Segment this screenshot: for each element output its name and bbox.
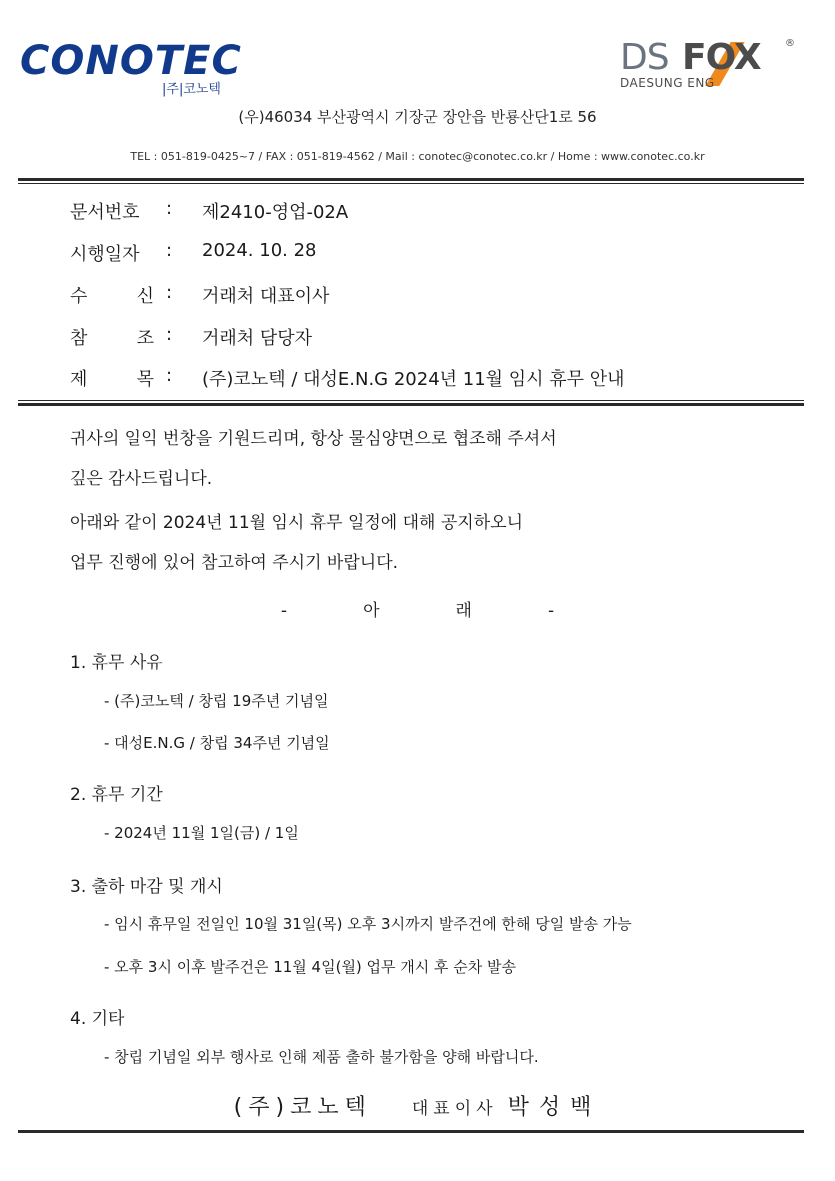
subject-colon: :: [166, 365, 173, 386]
body-line-3: 아래와 같이 2024년 11월 임시 휴무 일정에 대해 공지하오니: [70, 513, 523, 533]
section-title-3: 3. 출하 마감 및 개시: [70, 877, 223, 897]
section-title-1: 1. 휴무 사유: [70, 653, 163, 673]
signature-line: [0, 1090, 835, 1121]
doc-number-value: 제2410-영업-02A: [202, 202, 349, 223]
recipient-value: 거래처 대표이사: [202, 286, 330, 307]
subject-label-a: 제: [70, 369, 88, 390]
below-dash-right: -: [547, 601, 555, 621]
recipient-colon: :: [166, 282, 173, 303]
reference-label-a: 참: [70, 328, 88, 349]
below-dash-left: -: [280, 601, 288, 621]
issue-date-label: 시행일자: [70, 244, 140, 265]
below-heading: [0, 596, 835, 621]
section-1-item-2: - 대성E.N.G / 창립 34주년 기념일: [104, 734, 330, 752]
recipient-label: [70, 282, 154, 308]
signature-name: 박성백: [507, 1095, 602, 1120]
issue-date-value: 2024. 10. 28: [202, 240, 317, 261]
company-address: (우)46034 부산광역시 기장군 장안읍 반룡산단1로 56: [238, 108, 597, 126]
section-1-item-1: - (주)코노텍 / 창립 19주년 기념일: [104, 692, 329, 710]
header-rule-bottom: [18, 403, 804, 406]
section-title-2: 2. 휴무 기간: [70, 785, 163, 805]
section-3-item-1: - 임시 휴무일 전일인 10월 31일(목) 오후 3시까지 발주건에 한해 당일 발송 가능: [104, 915, 632, 933]
below-char-b: 래: [455, 601, 472, 621]
dsfox-logo: [620, 38, 800, 93]
doc-number-row: [70, 198, 770, 226]
conotec-wordmark: CONOTEC: [20, 38, 242, 84]
section-3-item-2: - 오후 3시 이후 발주건은 11월 4일(월) 업무 개시 후 순차 발송: [104, 958, 517, 976]
dsfox-registered-mark: ®: [785, 38, 795, 49]
header-rule-top-thin: [18, 183, 804, 184]
reference-row: [70, 324, 770, 352]
header-rule-top: [18, 178, 804, 181]
recipient-row: [70, 282, 770, 310]
issue-date-colon: :: [166, 240, 173, 261]
subject-label: [70, 365, 154, 391]
signature-title: 대표이사: [411, 1099, 498, 1119]
section-2-item-1: - 2024년 11월 1일(금) / 1일: [104, 824, 299, 842]
subject-row: [70, 365, 790, 393]
body-line-4: 업무 진행에 있어 참고하여 주시기 바랍니다.: [70, 553, 399, 573]
conotec-subtitle: |주|코노텍: [162, 82, 221, 97]
reference-colon: :: [166, 324, 173, 345]
reference-label-b: 조: [136, 328, 154, 349]
doc-number-colon: :: [166, 198, 173, 219]
dsfox-subtitle: DAESUNG ENG: [620, 76, 715, 90]
body-line-1: 귀사의 일익 번창을 기원드리며, 항상 물심양면으로 협조해 주셔서: [70, 429, 557, 449]
reference-label: [70, 324, 154, 350]
doc-number-label: 문서번호: [70, 202, 140, 223]
recipient-label-a: 수: [70, 286, 88, 307]
issue-date-row: [70, 240, 770, 268]
body-line-2: 깊은 감사드립니다.: [70, 469, 213, 489]
subject-label-b: 목: [136, 369, 154, 390]
section-4-item-1: - 창립 기념일 외부 행사로 인해 제품 출하 불가함을 양해 바랍니다.: [104, 1048, 539, 1066]
header-rule-bottom-thin: [18, 400, 804, 401]
dsfox-fox-text: FOX: [682, 37, 761, 78]
footer-rule: [18, 1130, 804, 1133]
dsfox-ds-text: DS: [620, 37, 669, 78]
conotec-logo: [20, 38, 242, 98]
recipient-label-b: 신: [136, 286, 154, 307]
signature-company: (주)코노텍: [233, 1095, 372, 1120]
below-char-a: 아: [363, 601, 380, 621]
reference-value: 거래처 담당자: [202, 328, 313, 349]
subject-value: (주)코노텍 / 대성E.N.G 2024년 11월 임시 휴무 안내: [202, 369, 625, 390]
section-title-4: 4. 기타: [70, 1009, 125, 1029]
company-contact: TEL : 051-819-0425~7 / FAX : 051-819-4562 / Mail : conotec@conotec.co.kr / Home : www.conotec.co.kr: [130, 150, 705, 163]
